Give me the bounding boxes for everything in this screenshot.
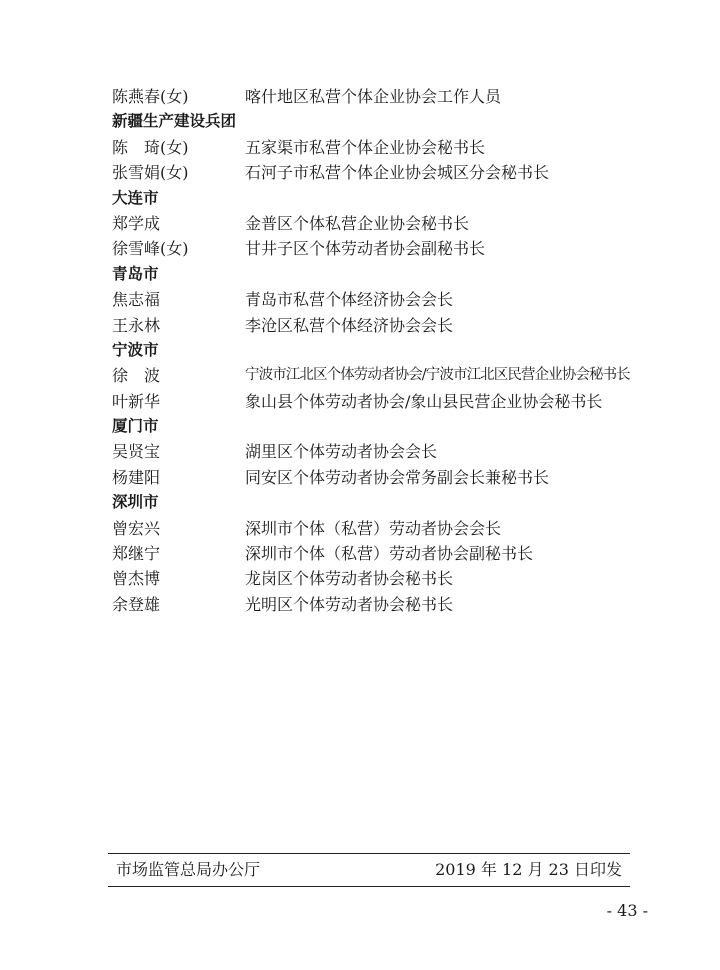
person-title: 金普区个体私营企业协会秘书长: [245, 213, 470, 233]
person-entry: [112, 592, 632, 617]
person-name: 徐 波: [112, 366, 161, 386]
person-entry: [112, 541, 632, 566]
person-name: 张雪娟(女): [112, 163, 189, 183]
person-name: 徐雪峰(女): [112, 239, 189, 259]
person-title: 李沧区私营个体经济协会会长: [245, 315, 454, 335]
region-name: 宁波市: [112, 340, 159, 359]
person-entry: [112, 313, 632, 338]
region-name: 新疆生产建设兵团: [112, 112, 237, 131]
person-entry: [112, 84, 632, 109]
region-name: 青岛市: [112, 264, 159, 283]
region-name: 大连市: [112, 188, 159, 207]
person-title: 龙岗区个体劳动者协会秘书长: [245, 569, 454, 589]
region-heading: [112, 414, 632, 439]
person-title: 喀什地区私营个体企业协会工作人员: [245, 87, 502, 106]
footer-bottom-rule: [108, 886, 630, 887]
person-name: 焦志福: [112, 290, 161, 310]
person-name: 余登雄: [112, 594, 161, 614]
region-heading: [112, 338, 632, 363]
person-title: 象山县个体劳动者协会/象山县民营企业协会秘书长: [245, 391, 603, 411]
issuance-footer: [108, 853, 630, 887]
person-title: 同安区个体劳动者协会常务副会长兼秘书长: [245, 467, 550, 487]
issue-date: 2019 年 12 月 23 日印发: [435, 860, 622, 879]
person-title: 深圳市个体（私营）劳动者协会会长: [245, 518, 502, 538]
personnel-list: [112, 84, 632, 617]
person-entry: [112, 287, 632, 312]
page-number: - 43 -: [606, 901, 648, 920]
person-title: 光明区个体劳动者协会秘书长: [245, 594, 454, 614]
person-title: 深圳市个体（私营）劳动者协会副秘书长: [245, 544, 534, 564]
region-heading: [112, 490, 632, 515]
person-entry: [112, 465, 632, 490]
person-entry: [112, 236, 632, 261]
person-entry: [112, 389, 632, 414]
person-entry: [112, 363, 632, 388]
person-name: 陈 琦(女): [112, 137, 189, 157]
person-name: 曾宏兴: [112, 518, 161, 538]
person-entry: [112, 439, 632, 464]
person-name: 郑继宁: [112, 544, 161, 564]
person-title: 青岛市私营个体经济协会会长: [245, 290, 454, 310]
region-name: 深圳市: [112, 493, 159, 512]
person-name: 曾杰博: [112, 569, 161, 589]
person-title: 甘井子区个体劳动者协会副秘书长: [245, 239, 486, 259]
person-entry: [112, 566, 632, 591]
person-name: 吴贤宝: [112, 442, 161, 462]
issuing-office: 市场监管总局办公厅: [116, 860, 261, 879]
person-name: 杨建阳: [112, 467, 161, 487]
region-name: 厦门市: [112, 417, 159, 436]
region-heading: [112, 262, 632, 287]
person-entry: [112, 211, 632, 236]
region-heading: [112, 186, 632, 211]
person-title: 宁波市江北区个体劳动者协会/宁波市江北区民营企业协会秘书长: [245, 367, 630, 384]
person-entry: [112, 160, 632, 185]
person-name: 叶新华: [112, 391, 161, 411]
person-title: 湖里区个体劳动者协会会长: [245, 442, 438, 462]
person-name: 陈燕春(女): [112, 87, 189, 106]
region-heading: [112, 109, 632, 134]
person-name: 郑学成: [112, 213, 161, 233]
footer-top-rule: [108, 853, 630, 854]
person-name: 王永林: [112, 315, 161, 335]
person-entry: [112, 135, 632, 160]
person-entry: [112, 516, 632, 541]
person-title: 五家渠市私营个体企业协会秘书长: [245, 137, 486, 157]
person-title: 石河子市私营个体企业协会城区分会秘书长: [245, 163, 550, 183]
